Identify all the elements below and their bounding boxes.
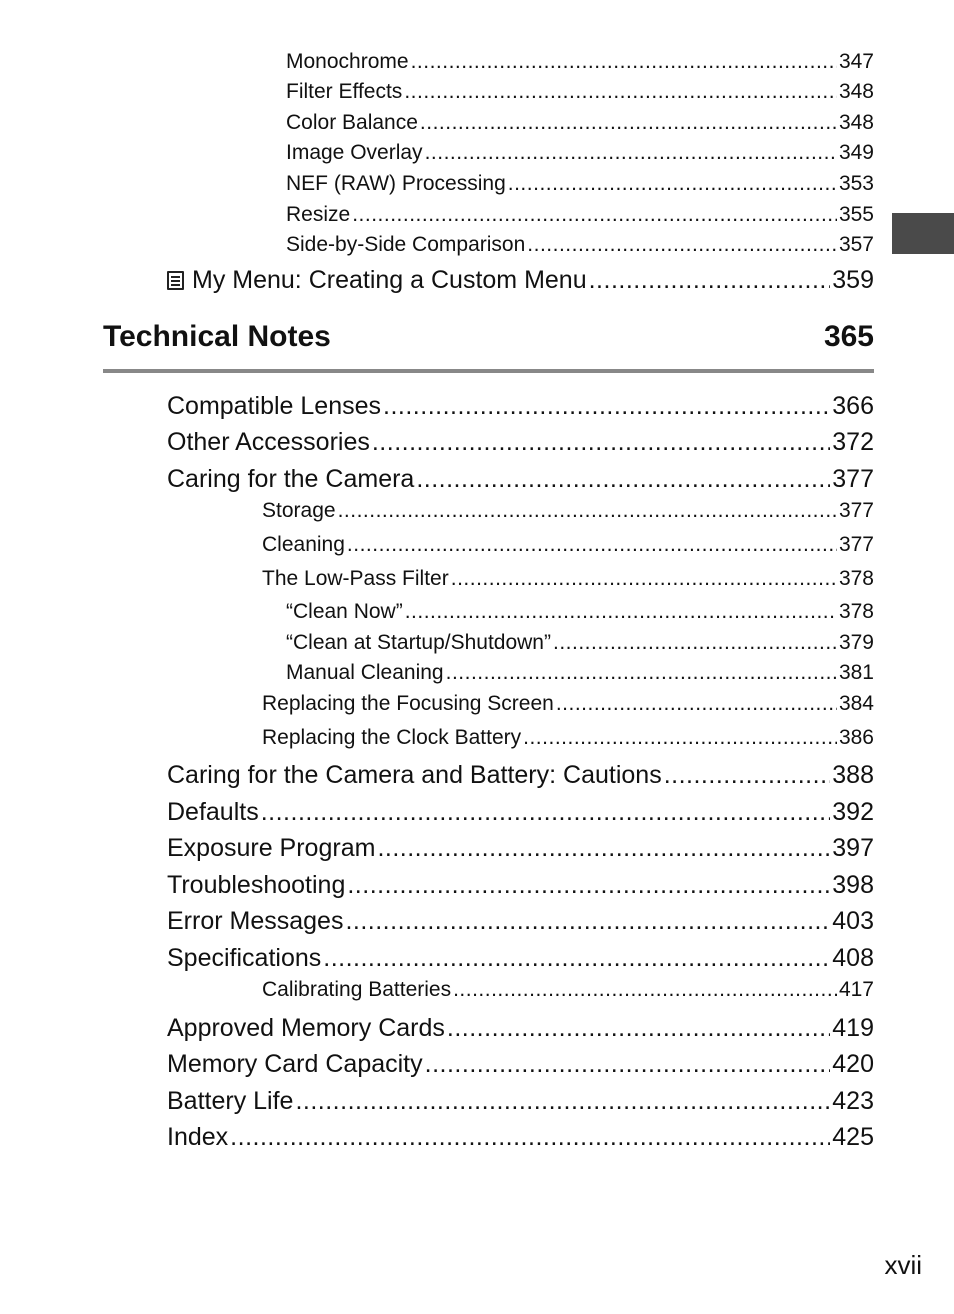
- toc-entry-page: 425: [832, 1123, 874, 1151]
- toc-entry[interactable]: [167, 1087, 874, 1116]
- toc-entry-page: 423: [832, 1087, 874, 1115]
- toc-entry-title: Replacing the Focusing Screen: [262, 692, 554, 715]
- toc-entry-page: 357: [838, 233, 874, 256]
- dot-leader: [447, 1014, 830, 1043]
- toc-entry-title: Resize: [286, 203, 351, 226]
- toc-entry[interactable]: [167, 944, 874, 973]
- toc-entry-title: Index: [167, 1123, 229, 1151]
- toc-entry-title: Image Overlay: [286, 141, 423, 164]
- dot-leader: [411, 50, 837, 74]
- toc-entry-title: Side-by-Side Comparison: [286, 233, 526, 256]
- toc-entry-page: 353: [838, 172, 874, 195]
- dot-leader: [425, 141, 837, 165]
- toc-entry[interactable]: [286, 80, 874, 104]
- toc-entry-page: 417: [838, 978, 874, 1001]
- dot-leader: [404, 80, 837, 104]
- toc-entry-title: The Low-Pass Filter: [262, 567, 449, 590]
- toc-entry[interactable]: [286, 203, 874, 227]
- section-heading[interactable]: [103, 320, 874, 364]
- toc-entry-page: 420: [832, 1050, 874, 1078]
- dot-leader: [425, 1050, 831, 1079]
- section-divider: [103, 369, 874, 373]
- dot-leader: [347, 533, 837, 557]
- toc-entry[interactable]: [167, 1014, 874, 1043]
- toc-entry-page: 384: [838, 692, 874, 715]
- toc-entry[interactable]: [286, 661, 874, 685]
- toc-entry[interactable]: [167, 907, 874, 936]
- toc-entry-title: Replacing the Clock Battery: [262, 726, 522, 749]
- toc-entry-page: 377: [838, 533, 874, 556]
- dot-leader: [338, 499, 837, 523]
- toc-entry-page: 348: [838, 80, 874, 103]
- toc-entry-page: 378: [838, 600, 874, 623]
- dot-leader: [323, 944, 830, 973]
- dot-leader: [345, 907, 830, 936]
- toc-entry[interactable]: [262, 726, 874, 750]
- dot-leader: [523, 726, 837, 750]
- toc-entry[interactable]: [167, 1123, 874, 1152]
- toc-entry-title: Battery Life: [167, 1087, 294, 1115]
- toc-entry[interactable]: [286, 50, 874, 74]
- dot-leader: [553, 631, 837, 655]
- toc-entry-title: Color Balance: [286, 111, 418, 134]
- toc-entry[interactable]: [167, 392, 874, 421]
- toc-entry-title: Filter Effects: [286, 80, 403, 103]
- toc-entry[interactable]: [286, 600, 874, 624]
- toc-entry[interactable]: [286, 172, 874, 196]
- toc-entry-page: 397: [832, 834, 874, 862]
- toc-entry-title: Approved Memory Cards: [167, 1014, 445, 1042]
- dot-leader: [508, 172, 837, 196]
- dot-leader: [556, 692, 837, 716]
- toc-entry[interactable]: [262, 499, 874, 523]
- toc-entry-title: Defaults: [167, 798, 259, 826]
- toc-entry-title: “Clean at Startup/Shutdown”: [286, 631, 551, 654]
- toc-entry-title: Other Accessories: [167, 428, 370, 456]
- toc-entry-title: Cleaning: [262, 533, 345, 556]
- dot-leader: [416, 465, 830, 494]
- toc-entry-page: 381: [838, 661, 874, 684]
- toc-entry-page: 378: [838, 567, 874, 590]
- toc-entry-page: 349: [838, 141, 874, 164]
- toc-entry-title: Caring for the Camera and Battery: Cautions: [167, 761, 662, 789]
- toc-entry-page: 408: [832, 944, 874, 972]
- toc-entry[interactable]: [167, 761, 874, 790]
- toc-entry[interactable]: [167, 465, 874, 494]
- dot-leader: [352, 203, 837, 227]
- toc-entry-page: 379: [838, 631, 874, 654]
- toc-entry[interactable]: [167, 428, 874, 457]
- dot-leader: [261, 798, 831, 827]
- dot-leader: [230, 1123, 830, 1152]
- dot-leader: [664, 761, 831, 790]
- toc-entry-page: 398: [832, 871, 874, 899]
- dot-leader: [527, 233, 837, 257]
- toc-entry[interactable]: [286, 141, 874, 165]
- toc-entry[interactable]: [167, 798, 874, 827]
- toc-entry[interactable]: [262, 692, 874, 716]
- toc-entry-title: My Menu: Creating a Custom Menu: [192, 266, 587, 294]
- dot-leader: [453, 978, 837, 1002]
- dot-leader: [372, 428, 830, 457]
- dot-leader: [377, 834, 830, 863]
- dot-leader: [405, 600, 837, 624]
- dot-leader: [295, 1087, 830, 1116]
- toc-entry[interactable]: [167, 871, 874, 900]
- toc-entry-my-menu[interactable]: [167, 266, 874, 295]
- toc-entry[interactable]: [262, 567, 874, 591]
- toc-entry[interactable]: [167, 1050, 874, 1079]
- toc-entry-page: 377: [832, 465, 874, 493]
- toc-entry-title: Storage: [262, 499, 336, 522]
- toc-entry-page: 348: [838, 111, 874, 134]
- section-thumb-tab: [892, 213, 954, 254]
- toc-entry-title: Caring for the Camera: [167, 465, 415, 493]
- toc-entry-title: Compatible Lenses: [167, 392, 382, 420]
- dot-leader: [446, 661, 837, 685]
- toc-entry[interactable]: [167, 834, 874, 863]
- dot-leader: [451, 567, 837, 591]
- dot-leader: [347, 871, 830, 900]
- toc-entry-page: 419: [832, 1014, 874, 1042]
- page-number: xvii: [884, 1250, 922, 1280]
- toc-entry[interactable]: [286, 631, 874, 655]
- toc-entry[interactable]: [286, 233, 874, 257]
- toc-entry-title: Error Messages: [167, 907, 344, 935]
- toc-entry-page: 386: [838, 726, 874, 749]
- toc-entry[interactable]: [262, 533, 874, 557]
- toc-entry-title: Calibrating Batteries: [262, 978, 452, 1001]
- toc-entry-title: Exposure Program: [167, 834, 376, 862]
- dot-leader: [589, 266, 831, 295]
- toc-entry-title: NEF (RAW) Processing: [286, 172, 506, 195]
- toc-entry-page: 388: [832, 761, 874, 789]
- toc-entry-page: 392: [832, 798, 874, 826]
- toc-entry[interactable]: [286, 111, 874, 135]
- toc-entry-page: 366: [832, 392, 874, 420]
- toc-entry-title: Troubleshooting: [167, 871, 346, 899]
- toc-entry-page: 359: [832, 266, 874, 294]
- toc-entry-page: 347: [838, 50, 874, 73]
- toc-entry-page: 355: [838, 203, 874, 226]
- toc-entry-title: “Clean Now”: [286, 600, 403, 623]
- toc-entry-page: 377: [838, 499, 874, 522]
- toc-entry-page: 403: [832, 907, 874, 935]
- toc-entry-title: Specifications: [167, 944, 322, 972]
- toc-entry-title: Memory Card Capacity: [167, 1050, 423, 1078]
- toc-entry-page: 372: [832, 428, 874, 456]
- dot-leader: [383, 392, 830, 421]
- toc-entry-title: Monochrome: [286, 50, 409, 73]
- section-title: Technical Notes: [103, 320, 331, 353]
- my-menu-icon: [167, 271, 184, 290]
- dot-leader: [420, 111, 837, 135]
- toc-entry[interactable]: [262, 978, 874, 1002]
- toc-entry-title: Manual Cleaning: [286, 661, 444, 684]
- section-page: 365: [823, 320, 874, 353]
